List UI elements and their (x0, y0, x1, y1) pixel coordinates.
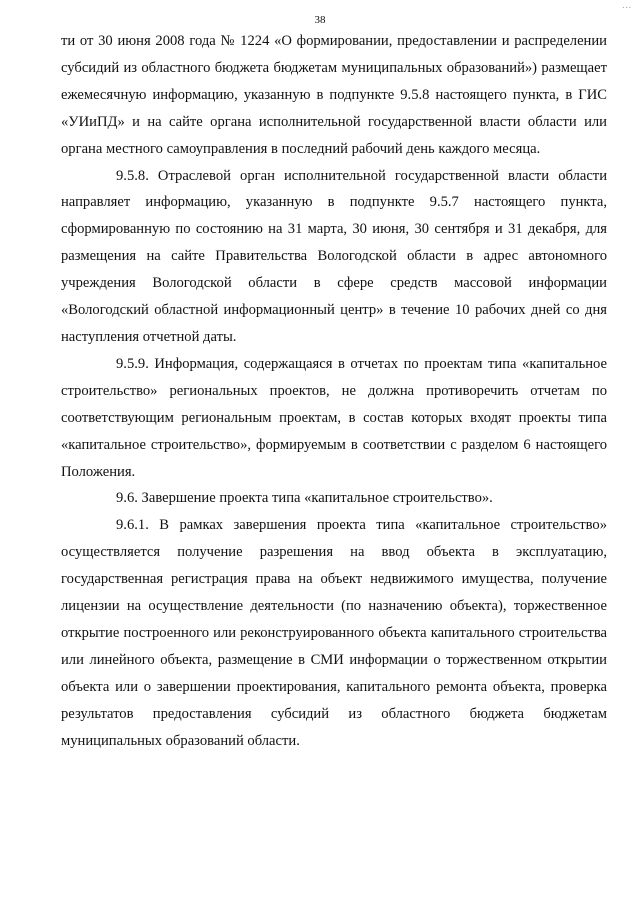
paragraph-9-6-heading: 9.6. Завершение проекта типа «капитальное строительство». (116, 490, 493, 507)
paragraph-9-6-1: 9.6.1. В рамках завершения проекта типа «капитальное строительство» осуществляется получение разрешения на ввод объекта в эксплуатацию, государственная регистрация права на объект недвижимого имущества, получение лицензии на осуществление деятельности (по назначению объекта), торжественное открытие построенного или реконструированного объекта капитального строительства или линейного объекта, размещение в СМИ информации о торжественном открытии объекта или о завершении проектирования, капитального ремонта объекта, проверка результатов предоставления субсидий из областного бюджета бюджетам муниципальных образований области. (61, 517, 607, 749)
paragraph-9-5-9: 9.5.9. Информация, содержащаяся в отчетах по проектам типа «капитальное строительство» региональных проектов, не должна противоречить отчетам по соответствующим региональным проектам, в состав которых входят проекты типа «капитальное строительство», формируемым в соответствии с разделом 6 настоящего Положения. (61, 355, 607, 480)
page-number: 38 (314, 14, 326, 26)
paragraph-9-5-8: 9.5.8. Отраслевой орган исполнительной государственной власти области направляет информацию, указанную в подпункте 9.5.7 настоящего пункта, сформированную по состоянию на 31 марта, 30 июня, 30 сентября и 31 декабря, для размещения на сайте Правительства Вологодской области в адрес автономного учреждения Вологодской области в сфере средств массовой информации «Вологодский областной информационный центр» в течение 10 рабочих дней со дня наступления отчетной даты. (61, 167, 607, 345)
scan-corner-mark: ... (622, 0, 632, 10)
document-body (61, 28, 607, 754)
paragraph-continuation: ти от 30 июня 2008 года № 1224 «О формировании, предоставлении и распределении субсидий из областного бюджета бюджетам муниципальных образований») размещает ежемесячную информацию, указанную в подпункте 9.5.8 настоящего пункта, в ГИС «УИиПД» и на сайте органа исполнительной государственной власти области или органа местного самоуправления в последний рабочий день каждого месяца. (61, 33, 607, 157)
